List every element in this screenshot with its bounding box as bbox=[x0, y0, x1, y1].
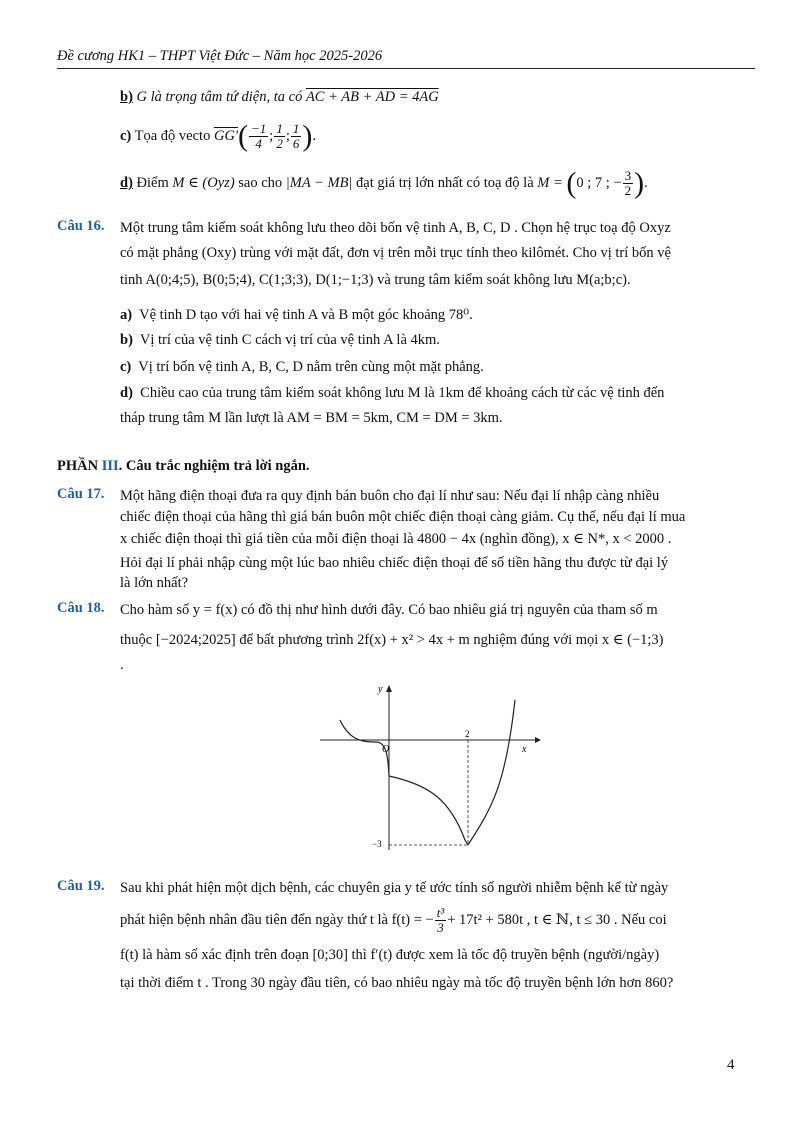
y-axis-arrow bbox=[386, 685, 392, 692]
q15-option-b bbox=[120, 87, 439, 107]
function-graph bbox=[310, 680, 550, 860]
option-text: G là trọng tâm tứ diện, ta có bbox=[136, 89, 303, 105]
q16-line: tinh A(0;4;5), B(0;5;4), C(1;3;3), D(1;−1;3) và trung tâm kiểm soát không lưu M(a;b;c). bbox=[120, 272, 631, 288]
x-axis-arrow bbox=[535, 737, 541, 743]
q17-line: Hỏi đại lí phải nhập cùng một lúc bao nhiêu chiếc điện thoại để số tiền hãng thu được từ đại lý bbox=[120, 555, 669, 571]
q16-option-d bbox=[120, 383, 664, 403]
option-label: c) bbox=[120, 128, 132, 144]
point-values: 0 ; 7 ; − bbox=[576, 175, 622, 191]
question-label: Câu 17. bbox=[57, 486, 105, 502]
q19-line: Sau khi phát hiện một dịch bệnh, các chuyên gia y tế ước tính số người nhiễm bệnh kể từ ngày bbox=[120, 880, 669, 896]
option-text: đạt giá trị lớn nhất có toạ độ là bbox=[356, 175, 534, 191]
paren: ) bbox=[634, 166, 645, 200]
q16-option-c bbox=[120, 357, 484, 377]
q18-line: Cho hàm số y = f(x) có đồ thị như hình dưới đây. Có bao nhiêu giá trị nguyên của tham số m bbox=[120, 602, 658, 618]
option-label: d) bbox=[120, 175, 133, 191]
q19-line: tại thời điểm t . Trong 30 ngày đầu tiên, có bao nhiêu ngày mà tốc độ truyền bệnh lớn hơn 860? bbox=[120, 975, 674, 991]
question-label: Câu 19. bbox=[57, 878, 105, 894]
q16-line: tháp trung tâm M lần lượt là AM = BM = 5km, CM = DM = 3km. bbox=[120, 410, 503, 426]
option-text: Vệ tinh D tạo với hai vệ tinh A và B một góc khoảng 78⁰. bbox=[139, 307, 473, 323]
q16-line: Một trung tâm kiểm soát không lưu theo dõi bốn vệ tinh A, B, C, D . Chọn hệ trục toạ độ Oxyz bbox=[120, 220, 671, 236]
question-label: Câu 18. bbox=[57, 600, 105, 616]
x-axis-label: x bbox=[522, 744, 527, 755]
point-prefix: M = bbox=[537, 175, 567, 191]
option-label: b) bbox=[120, 332, 133, 348]
option-label: a) bbox=[120, 307, 133, 323]
q17-line: chiếc điện thoại của hãng thì giá bán buôn một chiếc điện thoại càng giảm. Cụ thể, nếu đại lí mua bbox=[120, 509, 686, 525]
condition: M ∈ (Oyz) bbox=[172, 175, 235, 191]
q18-line: . bbox=[120, 657, 124, 673]
q15-option-d: d) Điểm M ∈ (Oyz) sao cho |MA − MB| đạt giá trị lớn nhất có toạ độ là M = (0 ; 7 ; − $\frac{3}{2}$ ). bbox=[120, 166, 648, 200]
x-tick-label: 2 bbox=[465, 729, 470, 739]
expression: |MA − MB| bbox=[285, 175, 353, 191]
option-label: d) bbox=[120, 385, 133, 401]
fraction: $\frac{1}{2}$ bbox=[276, 121, 283, 152]
part-prefix: PHẦN bbox=[57, 458, 102, 474]
formula-text: phát hiện bệnh nhân đầu tiên đến ngày thứ t là f(t) = − bbox=[120, 912, 434, 928]
fraction: $\frac{3}{2}$ bbox=[624, 168, 632, 199]
paren: ) bbox=[302, 119, 313, 153]
fraction: $\frac{-1}{4}$ bbox=[251, 121, 267, 152]
q18-line: thuộc [−2024;2025] để bất phương trình 2f(x) + x² > 4x + m nghiệm đúng với mọi x ∈ (−1;3) bbox=[120, 632, 664, 648]
q19-line: f(t) là hàm số xác định trên đoạn [0;30] thì f′(t) được xem là tốc độ truyền bệnh (người/ngày) bbox=[120, 947, 660, 963]
curve-right bbox=[468, 700, 515, 845]
q17-line: x chiếc điện thoại thì giá tiền của mỗi điện thoại là 4800 − 4x (nghìn đồng), x ∈ N*, x < 2000 . bbox=[120, 531, 672, 547]
page-number: 4 bbox=[727, 1057, 735, 1073]
curve-middle bbox=[389, 776, 468, 845]
paren: ( bbox=[238, 119, 249, 153]
fraction: $\frac{1}{6}$ bbox=[292, 121, 300, 152]
option-text: Tọa độ vecto bbox=[134, 128, 211, 144]
origin-label: O bbox=[382, 744, 390, 755]
q16-option-a bbox=[120, 305, 473, 325]
option-text: Vị trí của vệ tinh C cách vị trí của vệ tinh A là 4km. bbox=[139, 332, 440, 348]
vector-formula: AC + AB + AD = 4AG bbox=[305, 89, 439, 105]
q16-option-b bbox=[120, 330, 440, 350]
q15-option-c: c) Tọa độ vecto GG'( $\frac{-1}{4}$ ; $\frac{1}{2}$ ; $\frac{1}{6}$ ). bbox=[120, 119, 316, 153]
page-header: Đề cương HK1 – THPT Việt Đức – Năm học 2025-2026 bbox=[57, 48, 755, 69]
question-label: Câu 16. bbox=[57, 218, 105, 234]
option-label: b) bbox=[120, 89, 133, 105]
option-text: Điểm bbox=[136, 175, 169, 191]
q16-line: có mặt phẳng (Oxy) trùng với mặt đất, đơn vị trên mỗi trục tính theo kilômét. Cho vị trí bốn vệ bbox=[120, 245, 671, 261]
formula-text: + 17t² + 580t , t ∈ ℕ, t ≤ 30 . Nếu coi bbox=[447, 912, 667, 928]
y-tick-label: −3 bbox=[372, 839, 382, 849]
option-text: Vị trí bốn vệ tinh A, B, C, D nằm trên cùng một mặt phẳng. bbox=[138, 359, 484, 375]
q17-line: Một hãng điện thoại đưa ra quy định bán buôn cho đại lí như sau: Nếu đại lí nhập càng nhiều bbox=[120, 488, 660, 504]
option-text: sao cho bbox=[238, 175, 283, 191]
part-heading bbox=[57, 456, 310, 476]
part-roman: III bbox=[101, 458, 119, 474]
fraction: $\frac{\text{t³}}{3}$ bbox=[436, 905, 445, 936]
paren: ( bbox=[566, 166, 577, 200]
option-label: c) bbox=[120, 359, 132, 375]
q17-line: là lớn nhất? bbox=[120, 575, 189, 591]
option-text: Chiều cao của trung tâm kiểm soát không lưu M là 1km để khoảng cách từ các vệ tinh đến bbox=[140, 385, 665, 401]
y-axis-label: y bbox=[378, 684, 383, 695]
part-suffix: . Câu trắc nghiệm trả lời ngắn. bbox=[118, 458, 310, 474]
vector-name: GG' bbox=[213, 128, 239, 144]
q19-line bbox=[120, 903, 667, 937]
